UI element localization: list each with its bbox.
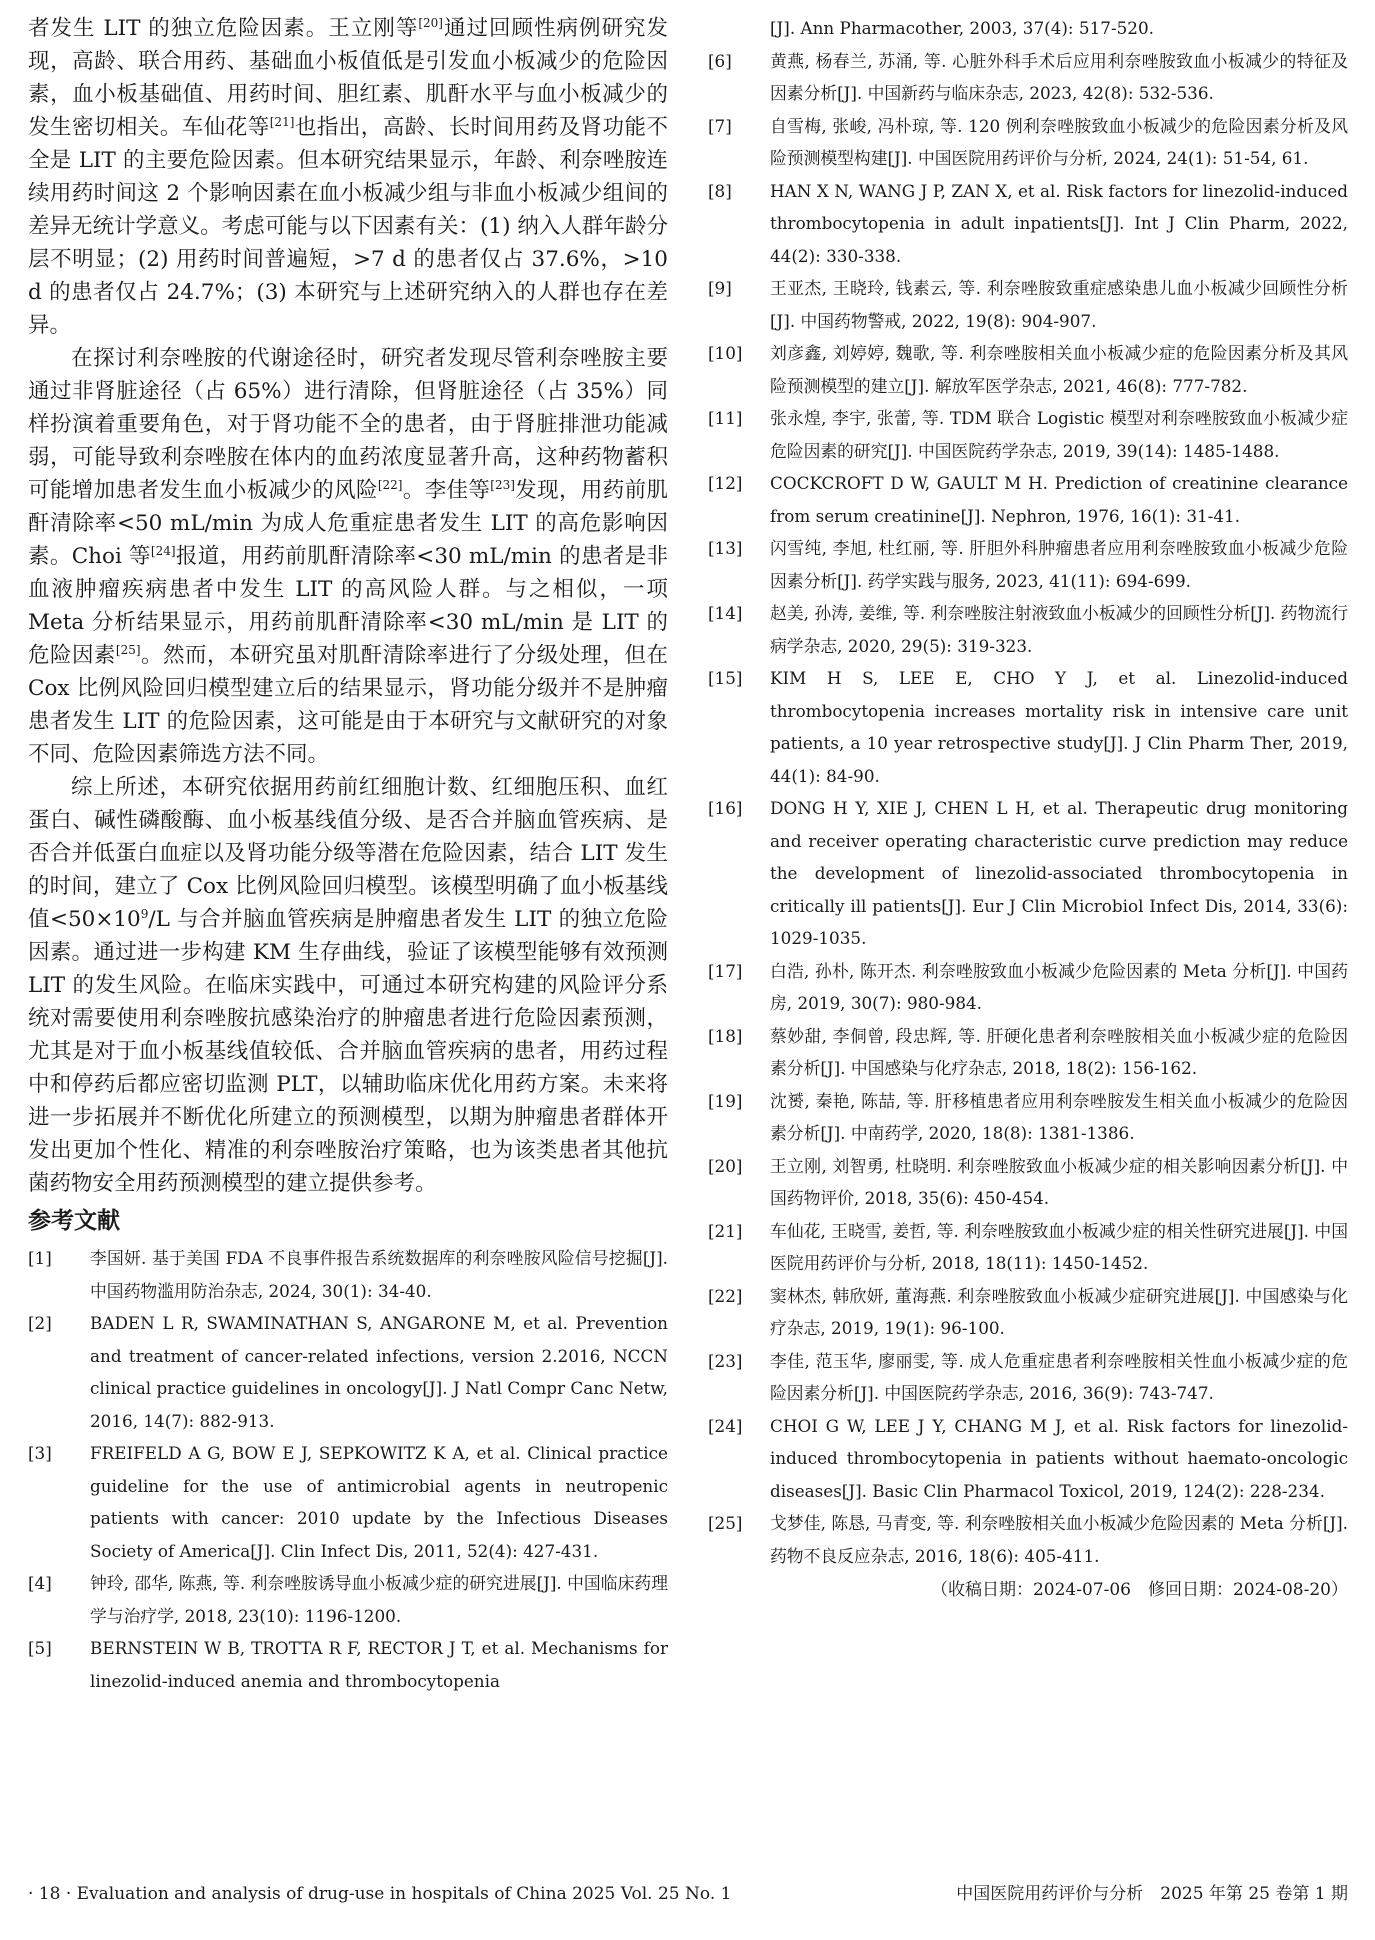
body-paragraph bbox=[28, 771, 668, 1200]
reference-number: [7] bbox=[708, 115, 732, 136]
reference-text: 白浩, 孙朴, 陈开杰. 利奈唑胺致血小板减少危险因素的 Meta 分析[J]. 中国药房, 2019, 30(7): 980-984. bbox=[770, 960, 1348, 1013]
reference-number: [6] bbox=[708, 50, 732, 71]
reference-number: [22] bbox=[708, 1285, 743, 1306]
reference-text: 黄燕, 杨春兰, 苏涌, 等. 心脏外科手术后应用利奈唑胺致血小板减少的特征及因素分析[J]. 中国新药与临床杂志, 2023, 42(8): 532-536. bbox=[770, 50, 1348, 103]
references-list-right bbox=[708, 12, 1348, 1572]
reference-text: DONG H Y, XIE J, CHEN L H, et al. Therapeutic drug monitoring and receiver operating characteristic curve prediction may reduce the development of linezolid-associated thrombocytopenia in critically ill patients[J]. Eur J Clin Microbiol Infect Dis, 2014, 33(6): 1029-1035. bbox=[770, 798, 1348, 948]
references-heading: 参考文献 bbox=[28, 1208, 120, 1234]
reference-text: BADEN L R, SWAMINATHAN S, ANGARONE M, et al. Prevention and treatment of cancer-related infections, version 2.2016, NCCN clinical practice guidelines in oncology[J]. J Natl Compr Canc Netw, 2016, 14(7): 882-913. bbox=[90, 1313, 668, 1431]
reference-text: 王亚杰, 王晓玲, 钱素云, 等. 利奈唑胺致重症感染患儿血小板减少回顾性分析[J]. 中国药物警戒, 2022, 19(8): 904-907. bbox=[770, 278, 1348, 331]
reference-item bbox=[28, 1632, 668, 1697]
reference-number: [18] bbox=[708, 1025, 743, 1046]
reference-number: [4] bbox=[28, 1573, 52, 1593]
reference-item bbox=[708, 175, 1348, 273]
reference-number: [9] bbox=[708, 278, 732, 298]
reference-text: 刘彦鑫, 刘婷婷, 魏歌, 等. 利奈唑胺相关血小板减少症的危险因素分析及其风险预测模型的建立[J]. 解放军医学杂志, 2021, 46(8): 777-782. bbox=[770, 343, 1348, 396]
paragraph-text: 。李佳等 bbox=[402, 478, 491, 503]
reference-item bbox=[708, 1215, 1348, 1280]
reference-item bbox=[708, 955, 1348, 1020]
reference-text: 戈梦佳, 陈恳, 马青变, 等. 利奈唑胺相关血小板减少危险因素的 Meta 分析[J]. 药物不良反应杂志, 2016, 18(6): 405-411. bbox=[770, 1513, 1348, 1566]
reference-text: 李佳, 范玉华, 廖丽雯, 等. 成人危重症患者利奈唑胺相关性血小板减少症的危险因素分析[J]. 中国医院药学杂志, 2016, 36(9): 743-747. bbox=[770, 1350, 1348, 1403]
footer-left: · 18 · Evaluation and analysis of drug-use in hospitals of China 2025 Vol. 25 No. 1 bbox=[28, 1884, 732, 1904]
body-paragraph bbox=[28, 12, 668, 342]
reference-text: 王立刚, 刘智勇, 杜晓明. 利奈唑胺致血小板减少症的相关影响因素分析[J]. 中国药物评价, 2018, 35(6): 450-454. bbox=[770, 1155, 1348, 1208]
reference-text: 赵美, 孙涛, 姜维, 等. 利奈唑胺注射液致血小板减少的回顾性分析[J]. 药物流行病学杂志, 2020, 29(5): 319-323. bbox=[770, 603, 1348, 656]
reference-number: [23] bbox=[708, 1350, 743, 1371]
reference-text: KIM H S, LEE E, CHO Y J, et al. Linezolid-induced thrombocytopenia increases mortality risk in intensive care unit patients, a 10 year retrospective study[J]. J Clin Pharm Ther, 2019, 44(1): 84-90. bbox=[770, 668, 1348, 786]
citation-superscript: [20] bbox=[418, 15, 443, 30]
reference-item bbox=[708, 272, 1348, 337]
reference-number: [8] bbox=[708, 180, 732, 201]
body-text bbox=[28, 12, 668, 1200]
reference-text: 钟玲, 邵华, 陈燕, 等. 利奈唑胺诱导血小板减少症的研究进展[J]. 中国临床药理学与治疗学, 2018, 23(10): 1196-1200. bbox=[90, 1573, 668, 1626]
paragraph-text: 也指出，高龄、长时间用药及肾功能不全是 LIT 的主要危险因素。但本研究结果显示，年龄、利奈唑胺连续用药时间这 2 个影响因素在血小板减少组与非血小板减少组间的差异无统计学意义。考虑可能与以下因素有关：(1) 纳入人群年龄分层不明显；(2) 用药时间普遍短，>7 d 的患者仅占 37.6%，>10 d 的患者仅占 24.7%；(3) 本研究与上述研究纳入的人群也存在差异。 bbox=[28, 115, 668, 338]
reference-item bbox=[28, 1437, 668, 1567]
reference-number: [10] bbox=[708, 343, 743, 363]
reference-text: 闪雪纯, 李旭, 杜红丽, 等. 肝胆外科肿瘤患者应用利奈唑胺致血小板减少危险因素分析[J]. 药学实践与服务, 2023, 41(11): 694-699. bbox=[770, 538, 1348, 591]
paragraph-text: 报道，用药前肌酐清除率<30 mL/min 的患者是非血液肿瘤疾病患者中发生 LIT 的高风险人群。与之相似，一项 Meta 分析结果显示，用药前肌酐清除率<30 mL/min 是 LIT 的危险因素 bbox=[28, 544, 669, 668]
reference-number: [16] bbox=[708, 798, 743, 818]
reference-number: [5] bbox=[28, 1638, 52, 1658]
reference-item bbox=[708, 402, 1348, 467]
reference-item bbox=[708, 337, 1348, 402]
reference-item bbox=[708, 1020, 1348, 1085]
reference-text: 蔡妙甜, 李侗曾, 段忠辉, 等. 肝硬化患者利奈唑胺相关血小板减少症的危险因素分析[J]. 中国感染与化疗杂志, 2018, 18(2): 156-162. bbox=[770, 1025, 1348, 1078]
citation-superscript: [25] bbox=[115, 642, 141, 657]
reference-number: [24] bbox=[708, 1415, 743, 1436]
reference-item bbox=[708, 467, 1348, 532]
reference-number: [15] bbox=[708, 668, 743, 688]
citation-superscript: [21] bbox=[269, 114, 295, 129]
reference-number: [21] bbox=[708, 1220, 743, 1241]
reference-text: FREIFELD A G, BOW E J, SEPKOWITZ K A, et al. Clinical practice guideline for the use of antimicrobial agents in neutropenic patients with cancer: 2010 update by the Infectious Diseases Society of America[J]. Clin Infect Dis, 2011, 52(4): 427-431. bbox=[90, 1443, 668, 1561]
reference-text: 车仙花, 王晓雪, 姜哲, 等. 利奈唑胺致血小板减少症的相关性研究进展[J]. 中国医院用药评价与分析, 2018, 18(11): 1450-1452. bbox=[770, 1220, 1348, 1273]
reference-item bbox=[708, 597, 1348, 662]
reference-number: [13] bbox=[708, 538, 743, 558]
citation-superscript: [23] bbox=[490, 477, 515, 492]
footer-right: 中国医院用药评价与分析 2025 年第 25 卷第 1 期 bbox=[956, 1884, 1348, 1904]
citation-superscript: 9 bbox=[140, 906, 149, 921]
paragraph-text: 。然而，本研究虽对肌酐清除率进行了分级处理，但在 Cox 比例风险回归模型建立后的结果显示，肾功能分级并不是肿瘤患者发生 LIT 的危险因素，这可能是由于本研究与文献研究的对象不同、危险因素筛选方法不同。 bbox=[28, 643, 668, 767]
paragraph-text: 者发生 LIT 的独立危险因素。王立刚等 bbox=[28, 16, 419, 41]
reference-item bbox=[708, 1085, 1348, 1150]
paragraph-text: 通过回顾性病例研究发现，高龄、联合用药、基础血小板值低是引发血小板减少的危险因素，血小板基础值、用药时间、胆红素、肌酐水平与血小板减少的发生密切相关。车仙花等 bbox=[28, 16, 668, 140]
paragraph-text: 综上所述，本研究依据用药前红细胞计数、红细胞压积、血红蛋白、碱性磷酸酶、血小板基线值分级、是否合并脑血管疾病、是否合并低蛋白血症以及肾功能分级等潜在危险因素，结合 LIT 发生的时间，建立了 Cox 比例风险回归模型。该模型明确了血小板基线值<50×10 bbox=[28, 775, 668, 932]
references-list-left bbox=[28, 1242, 668, 1697]
reference-item bbox=[708, 532, 1348, 597]
reference-item bbox=[708, 1150, 1348, 1215]
reference-text: 自雪梅, 张峻, 冯朴琼, 等. 120 例利奈唑胺致血小板减少的危险因素分析及风险预测模型构建[J]. 中国医院用药评价与分析, 2024, 24(1): 51-54, 61. bbox=[770, 115, 1348, 168]
reference-number: [3] bbox=[28, 1443, 52, 1463]
reference-item bbox=[708, 1410, 1348, 1508]
reference-item bbox=[708, 1507, 1348, 1572]
reference-text: 张永煌, 李宇, 张蕾, 等. TDM 联合 Logistic 模型对利奈唑胺致血小板减少症危险因素的研究[J]. 中国医院药学杂志, 2019, 39(14): 1485-1488. bbox=[770, 408, 1348, 461]
reference-item bbox=[28, 1307, 668, 1437]
citation-superscript: [24] bbox=[150, 543, 176, 558]
reference-item bbox=[708, 792, 1348, 955]
reference-text: HAN X N, WANG J P, ZAN X, et al. Risk factors for linezolid-induced thrombocytopenia in adult inpatients[J]. Int J Clin Pharm, 2022, 44(2): 330-338. bbox=[770, 180, 1348, 266]
left-column bbox=[28, 12, 668, 1697]
reference-text: 窦林杰, 韩欣妍, 董海燕. 利奈唑胺致血小板减少症研究进展[J]. 中国感染与化疗杂志, 2019, 19(1): 96-100. bbox=[770, 1285, 1348, 1338]
reference-item bbox=[708, 1280, 1348, 1345]
reference-number: [17] bbox=[708, 960, 743, 981]
reference-number: [20] bbox=[708, 1155, 743, 1176]
paragraph-text: 发现，用药前肌酐清除率<50 mL/min 为成人危重症患者发生 LIT 的高危影响因素。Choi 等 bbox=[28, 478, 668, 569]
reference-item bbox=[708, 110, 1348, 175]
reference-number: [19] bbox=[708, 1090, 743, 1111]
paragraph-text: /L 与合并脑血管疾病是肿瘤患者发生 LIT 的独立危险因素。通过进一步构建 KM 生存曲线，验证了该模型能够有效预测 LIT 的发生风险。在临床实践中，可通过本研究构建的风险评分系统对需要使用利奈唑胺抗感染治疗的肿瘤患者进行危险因素预测，尤其是对于血小板基线值较低、合并脑血管疾病的患者，用药过程中和停药后都应密切监测 PLT，以辅助临床优化用药方案。未来将进一步拓展并不断优化所建立的预测模型，以期为肿瘤患者群体开发出更加个性化、精准的利奈唑胺治疗策略，也为该类患者其他抗菌药物安全用药预测模型的建立提供参考。 bbox=[28, 907, 669, 1196]
reference-number: [25] bbox=[708, 1513, 743, 1533]
reference-text: CHOI G W, LEE J Y, CHANG M J, et al. Risk factors for linezolid-induced thrombocytopenia in patients without haemato-oncologic diseases[J]. Basic Clin Pharmacol Toxicol, 2019, 124(2): 228-234. bbox=[770, 1415, 1348, 1501]
reference-item bbox=[28, 1567, 668, 1632]
reference-text: COCKCROFT D W, GAULT M H. Prediction of creatinine clearance from serum creatinine[J]. Nephron, 1976, 16(1): 31-41. bbox=[770, 473, 1348, 526]
right-column bbox=[708, 12, 1348, 1606]
reference-item bbox=[708, 12, 1348, 45]
reference-item bbox=[708, 1345, 1348, 1410]
body-paragraph bbox=[28, 342, 668, 771]
reference-text: 沈赟, 秦艳, 陈喆, 等. 肝移植患者应用利奈唑胺发生相关血小板减少的危险因素分析[J]. 中南药学, 2020, 18(8): 1381-1386. bbox=[770, 1090, 1348, 1143]
received-revised-dates: （收稿日期：2024-07-06 修回日期：2024-08-20） bbox=[930, 1580, 1348, 1600]
reference-text: BERNSTEIN W B, TROTTA R F, RECTOR J T, et al. Mechanisms for linezolid-induced anemia and thrombocytopenia bbox=[90, 1638, 668, 1691]
reference-item bbox=[708, 45, 1348, 110]
citation-superscript: [22] bbox=[377, 477, 403, 492]
reference-number: [14] bbox=[708, 603, 743, 623]
reference-number: [11] bbox=[708, 408, 743, 428]
paragraph-text: 在探讨利奈唑胺的代谢途径时，研究者发现尽管利奈唑胺主要通过非肾脏途径（占 65%）进行清除，但肾脏途径（占 35%）同样扮演着重要角色，对于肾功能不全的患者，由于肾脏排泄功能减弱，可能导致利奈唑胺在体内的血药浓度显著升高，这种药物蓄积可能增加患者发生血小板减少的风险 bbox=[28, 346, 668, 503]
reference-number: [2] bbox=[28, 1313, 52, 1333]
reference-item bbox=[28, 1242, 668, 1307]
reference-text: [J]. Ann Pharmacother, 2003, 37(4): 517-520. bbox=[770, 18, 1154, 38]
reference-number: [1] bbox=[28, 1248, 52, 1268]
reference-number: [12] bbox=[708, 473, 743, 493]
reference-text: 李国妍. 基于美国 FDA 不良事件报告系统数据库的利奈唑胺风险信号挖掘[J]. 中国药物滥用防治杂志, 2024, 30(1): 34-40. bbox=[90, 1248, 668, 1301]
reference-item bbox=[708, 662, 1348, 792]
